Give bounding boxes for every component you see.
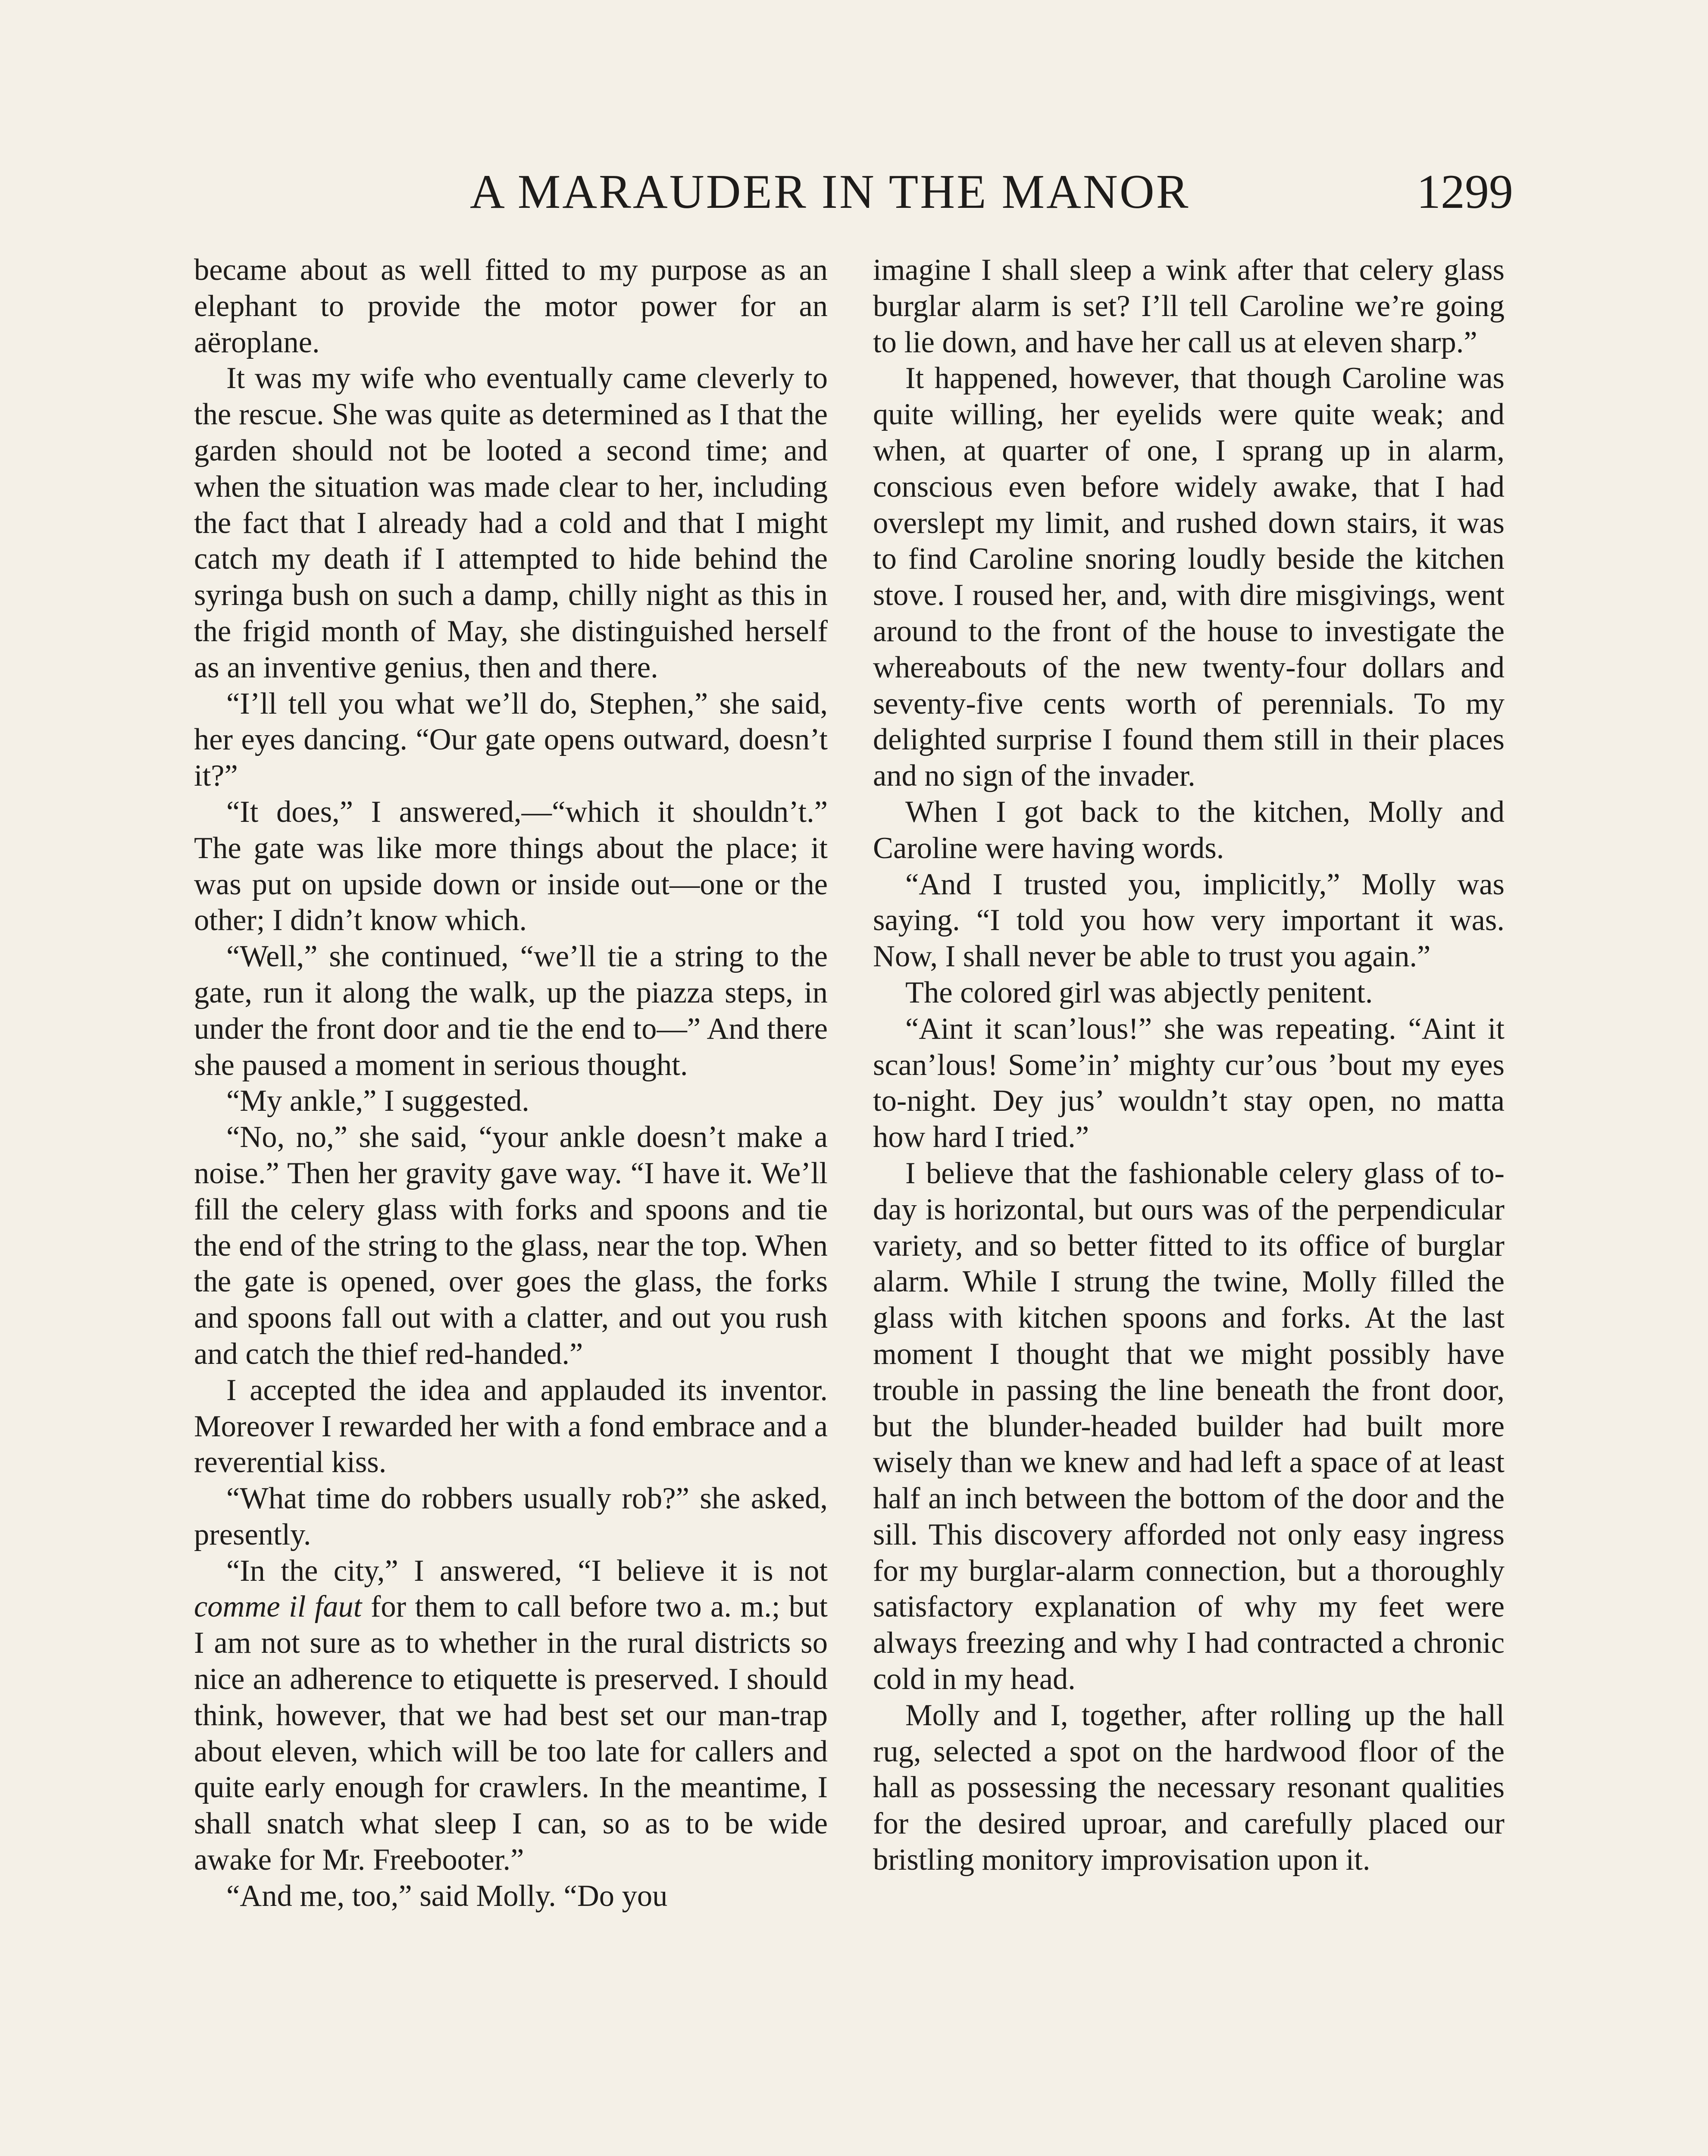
text-column-right <box>873 252 1505 1878</box>
paragraph: “My ankle,” I suggested. <box>226 1084 529 1118</box>
paragraph: “No, no,” she said, “your ankle doesn’t make a noise.” Then her gravity gave way. “I have it. We’ll fill the celery glass with forks and spoons and tie the end of the string to the glass, near the top. When the gate is opened, over goes the glass, the forks and spoons fall out with a clatter, and out you rush and catch the thief red-handed.” <box>194 1120 828 1371</box>
paragraph: “Aint it scan’lous!” she was repeating. “Aint it scan’lous! Some’in’ mighty cur’ous ’bout my eyes to-night. Dey jus’ wouldn’t stay open, no matta how hard I tried.” <box>873 1012 1505 1154</box>
paragraph: I believe that the fashionable celery glass of to-day is horizontal, but ours was of the perpendicular variety, and so better fitted to its office of burglar alarm. While I strung the twine, Molly filled the glass with kitchen spoons and forks. At the last moment I thought that we might possibly have trouble in passing the line beneath the front door, but the blunder-headed builder had built more wisely than we knew and had left a space of at least half an inch between the bottom of the door and the sill. This discovery afforded not only easy ingress for my burglar-alarm connection, but a thoroughly satisfactory explanation of why my feet were always freezing and why I had contracted a chronic cold in my head. <box>873 1156 1505 1696</box>
paragraph: became about as well fitted to my purpose as an elephant to provide the motor power for an aëroplane. <box>194 253 828 359</box>
paragraph: When I got back to the kitchen, Molly and Caroline were having words. <box>873 795 1505 865</box>
text-column-left <box>194 252 828 1915</box>
paragraph-text: “In the city,” I answered, “I believe it is not <box>226 1554 828 1588</box>
italic-phrase: comme il faut <box>194 1590 362 1624</box>
paragraph: “What time do robbers usually rob?” she asked, presently. <box>194 1482 828 1551</box>
paragraph: “And me, too,” said Molly. “Do you <box>226 1879 668 1913</box>
paragraph-text: for them to call before two a. m.; but I am not sure as to whether in the rural districts so nice an adherence to etiquette is preserved. I should think, however, that we had best set our man-trap about eleven, which will be too late for callers and quite early enough for crawlers. In the meantime, I shall snatch what sleep I can, so as to be wide awake for Mr. Freebooter.” <box>194 1590 828 1877</box>
paragraph: It happened, however, that though Caroline was quite willing, her eyelids were quite weak; and when, at quarter of one, I sprang up in alarm, conscious even before widely awake, that I had overslept my limit, and rushed down stairs, it was to find Caroline snoring loudly beside the kitchen stove. I roused her, and, with dire misgivings, went around to the front of the house to investigate the whereabouts of the new twenty-four dollars and seventy-five cents worth of perennials. To my delighted surprise I found them still in their places and no sign of the invader. <box>873 361 1505 793</box>
paragraph: The colored girl was abjectly penitent. <box>905 975 1373 1009</box>
paragraph: It was my wife who eventually came cleverly to the rescue. She was quite as determined as I that the garden should not be looted a second time; and when the situation was made clear to her, including the fact that I already had a cold and that I might catch my death if I attempted to hide behind the syringa bush on such a damp, chilly night as this in the frigid month of May, she distinguished herself as an inventive genius, then and there. <box>194 361 828 684</box>
paragraph <box>194 1553 828 1878</box>
page-header <box>181 162 1513 222</box>
paragraph: “I’ll tell you what we’ll do, Stephen,” she said, her eyes dancing. “Our gate opens outward, doesn’t it?” <box>194 686 828 793</box>
paragraph: “And I trusted you, implicitly,” Molly was saying. “I told you how very important it was. Now, I shall never be able to trust you again.” <box>873 867 1505 974</box>
paragraph: “It does,” I answered,—“which it shouldn’t.” The gate was like more things about the place; it was put on upside down or inside out—one or the other; I didn’t know which. <box>194 795 828 937</box>
page-number: 1299 <box>1417 165 1513 219</box>
paragraph: imagine I shall sleep a wink after that celery glass burglar alarm is set? I’ll tell Caroline we’re going to lie down, and have her call us at eleven sharp.” <box>873 253 1505 359</box>
paragraph: I accepted the idea and applauded its inventor. Moreover I rewarded her with a fond embrace and a reverential kiss. <box>194 1373 828 1479</box>
running-title: A MARAUDER IN THE MANOR <box>470 165 1190 219</box>
paragraph: Molly and I, together, after rolling up the hall rug, selected a spot on the hardwood floor of the hall as possessing the necessary resonant qualities for the desired uproar, and carefully placed our bristling monitory improvisation upon it. <box>873 1698 1505 1877</box>
paragraph: “Well,” she continued, “we’ll tie a string to the gate, run it along the walk, up the piazza steps, in under the front door and tie the end to—” And there she paused a moment in serious thought. <box>194 940 828 1082</box>
